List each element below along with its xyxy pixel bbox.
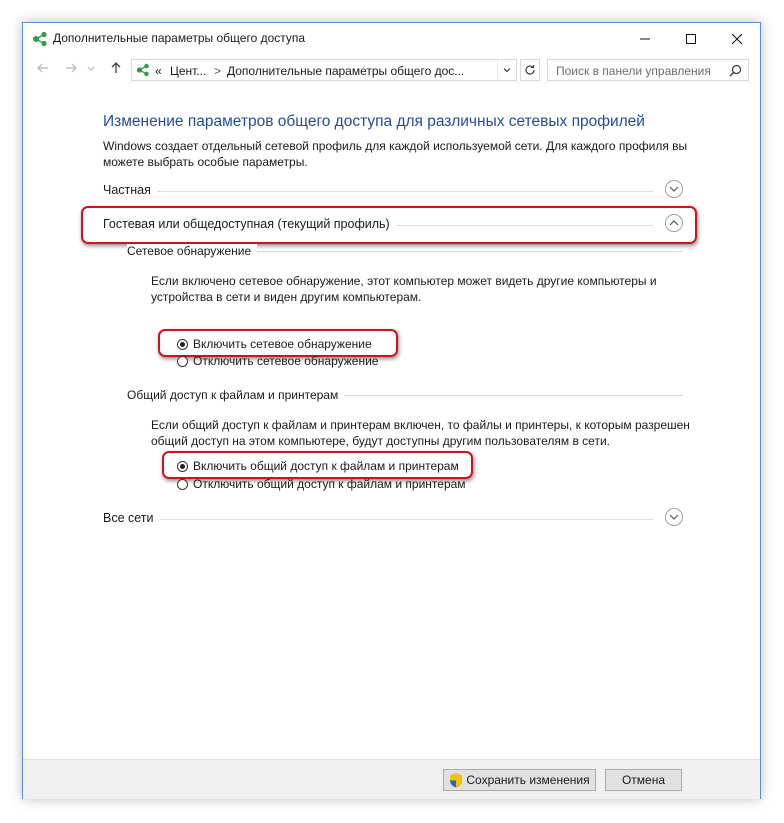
collapse-guest-button[interactable] [665, 214, 683, 232]
window [22, 22, 761, 799]
main-content [23, 85, 760, 758]
search-input[interactable] [547, 59, 749, 81]
title-bar[interactable] [23, 23, 760, 54]
window-title: Дополнительные параметры общего доступа [53, 31, 306, 45]
discovery-description: Если включено сетевое обнаружение, этот компьютер может видеть другие компьютеры и устройства в сети и виден другим компьютерам. [151, 274, 657, 304]
discovery-off-label[interactable]: Отключить сетевое обнаружение [193, 354, 379, 368]
divider [103, 519, 653, 520]
breadcrumb-separator[interactable]: > [214, 64, 222, 78]
forward-arrow-icon [65, 62, 77, 74]
expand-all-button[interactable] [665, 508, 683, 526]
chevron-down-icon [87, 62, 95, 74]
maximize-icon [686, 34, 696, 44]
sharing-on-radio[interactable] [177, 461, 188, 472]
profile-guest-header[interactable] [103, 214, 683, 236]
discovery-section-header [127, 243, 683, 261]
refresh-button[interactable] [520, 59, 540, 81]
network-icon [136, 63, 150, 77]
discovery-on-radio[interactable] [177, 339, 188, 350]
sharing-description: Если общий доступ к файлам и принтерам включен, то файлы и принтеры, к которым разрешен общий доступ на этом компьютере, будут доступны другим пользователям в сети. [151, 418, 690, 448]
refresh-icon [524, 64, 536, 76]
profile-all-header[interactable] [103, 508, 683, 530]
discovery-section-title: Сетевое обнаружение [127, 244, 257, 258]
sharing-on-label[interactable]: Включить общий доступ к файлам и принтерам [193, 459, 459, 473]
sharing-off-label[interactable]: Отключить общий доступ к файлам и принтерам [193, 477, 466, 491]
up-arrow-icon [110, 62, 122, 74]
minimize-button[interactable] [622, 23, 668, 54]
breadcrumb-item-current[interactable]: Дополнительные параметры общего дос... [227, 64, 465, 78]
cancel-button-label: Отмена [621, 773, 666, 787]
page-description: Windows создает отдельный сетевой профиль для каждой используемой сети. Для каждого профиля вы можете выбрать особые параметры. [103, 139, 688, 169]
uac-shield-icon [449, 773, 463, 788]
breadcrumb-overflow[interactable]: « [155, 64, 162, 78]
close-icon [732, 34, 742, 44]
discovery-off-radio[interactable] [177, 356, 188, 367]
divider [257, 251, 683, 252]
chevron-down-icon [669, 185, 679, 193]
maximize-button[interactable] [668, 23, 714, 54]
address-dropdown-button[interactable] [497, 60, 516, 80]
chevron-up-icon [669, 219, 679, 227]
sharing-off-radio[interactable] [177, 479, 188, 490]
footer-bar [23, 759, 760, 799]
sharing-section-title: Общий доступ к файлам и принтерам [127, 388, 344, 402]
address-bar[interactable] [131, 59, 517, 81]
close-button[interactable] [714, 23, 760, 54]
search-icon[interactable] [729, 64, 742, 77]
save-button-label: Сохранить изменения [466, 773, 590, 787]
breadcrumb-item-control-center[interactable]: Цент... [170, 64, 207, 78]
chevron-down-icon [503, 66, 511, 74]
profile-all-label: Все сети [103, 511, 160, 525]
up-button[interactable] [106, 61, 126, 77]
profile-private-label: Частная [103, 183, 157, 197]
profile-private-header[interactable] [103, 180, 683, 202]
search-placeholder: Поиск в панели управления [556, 64, 711, 78]
sharing-section-header [127, 387, 683, 405]
cancel-button[interactable] [605, 769, 682, 791]
save-button[interactable] [443, 769, 596, 791]
minimize-icon [640, 34, 650, 44]
address-row [23, 58, 760, 84]
expand-private-button[interactable] [665, 180, 683, 198]
chevron-down-icon [669, 513, 679, 521]
back-arrow-icon [37, 62, 49, 74]
profile-guest-label: Гостевая или общедоступная (текущий профиль) [103, 217, 396, 231]
forward-button[interactable] [61, 61, 81, 77]
back-button[interactable] [33, 61, 53, 77]
recent-locations-button[interactable] [85, 61, 97, 77]
divider [103, 191, 653, 192]
page-title: Изменение параметров общего доступа для различных сетевых профилей [103, 113, 645, 130]
discovery-on-label[interactable]: Включить сетевое обнаружение [193, 337, 372, 351]
network-icon [32, 31, 48, 47]
